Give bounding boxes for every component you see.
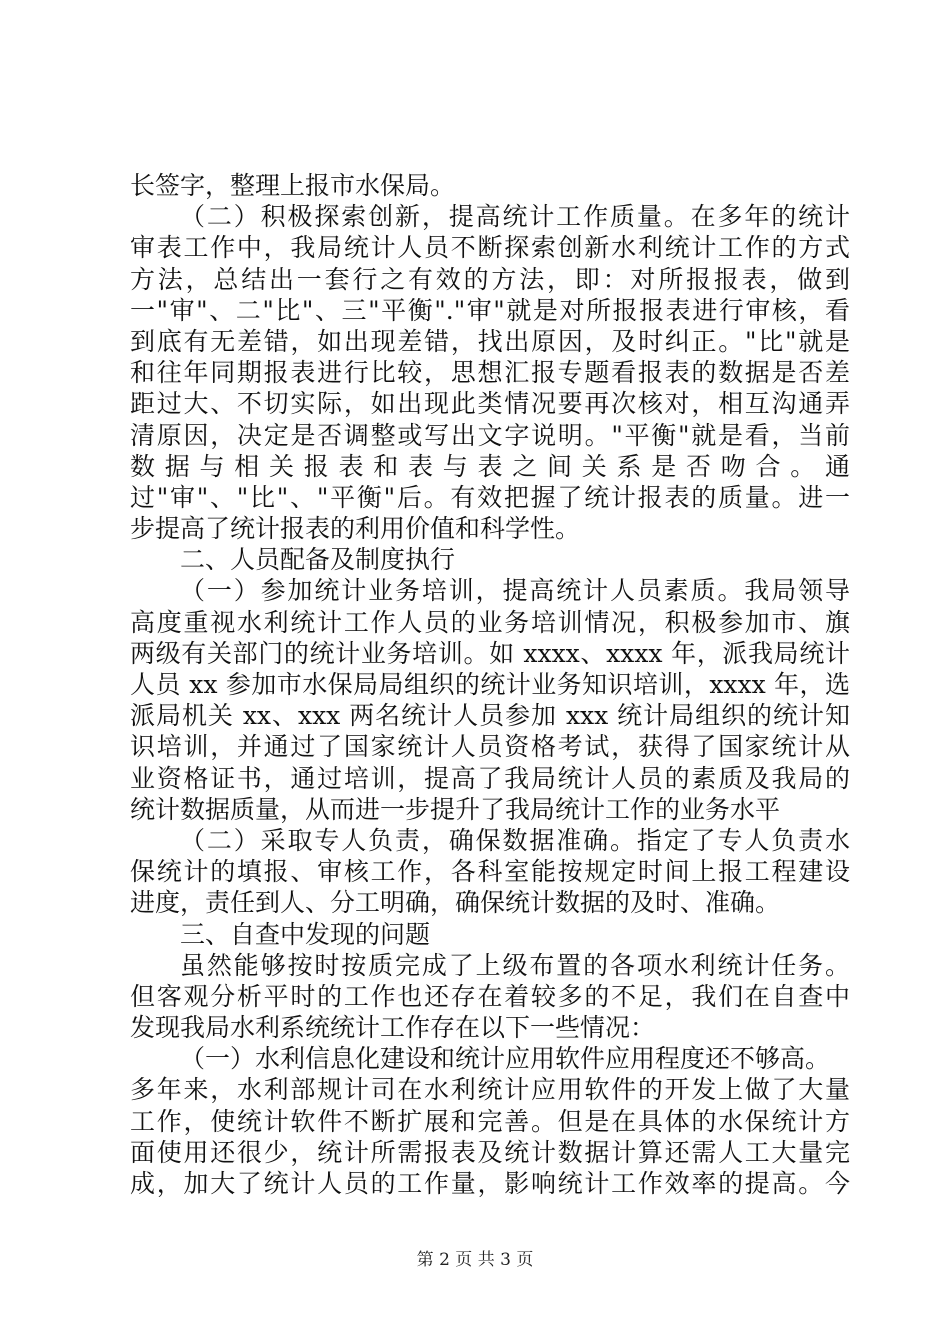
text-line: （二）积极探索创新，提高统计工作质量。在多年的统计 <box>180 202 850 232</box>
text-line: （一）水利信息化建设和统计应用软件应用程度还不够高。 <box>180 1044 831 1074</box>
text-line: 成，加大了统计人员的工作量，影响统计工作效率的提高。今 <box>130 1169 850 1198</box>
text-line: （一）参加统计业务培训，提高统计人员素质。我局领导 <box>180 576 850 606</box>
text-line: 虽然能够按时按质完成了上级布置的各项水利统计任务。 <box>180 950 850 980</box>
text-line: 二、人员配备及制度执行 <box>180 545 456 575</box>
paragraph <box>130 575 850 825</box>
text-line: 到底有无差错，如出现差错，找出原因，及时纠正。"比"就是 <box>130 326 850 356</box>
paragraph <box>130 201 850 544</box>
text-line: 长签字，整理上报市水保局。 <box>130 171 456 200</box>
page-footer: 第 2 页 共 3 页 <box>416 1250 534 1270</box>
text-line: 保统计的填报、审核工作，各科室能按规定时间上报工程建设 <box>130 857 850 887</box>
text-line: 两级有关部门的统计业务培训。如 xxxx、xxxx 年，派我局统计 <box>130 638 850 668</box>
text-line: 识培训，并通过了国家统计人员资格考试，获得了国家统计从 <box>130 732 850 762</box>
text-line: 审表工作中，我局统计人员不断探索创新水利统计工作的方式 <box>130 233 850 263</box>
text-line: 距过大、不切实际，如出现此类情况要再次核对，相互沟通弄 <box>130 389 850 419</box>
text-line: 过"审"、"比"、"平衡"后。有效把握了统计报表的质量。进一 <box>130 482 850 512</box>
text-line: 工作，使统计软件不断扩展和完善。但是在具体的水保统计方 <box>130 1106 850 1136</box>
text-line: 面使用还很少，统计所需报表及统计数据计算还需人工大量完 <box>130 1137 850 1167</box>
text-line: 多年来，水利部规计司在水利统计应用软件的开发上做了大量 <box>130 1075 850 1105</box>
paragraph <box>130 919 850 950</box>
paragraph <box>130 170 850 201</box>
text-line: 步提高了统计报表的利用价值和科学性。 <box>130 514 581 544</box>
text-line: 三、自查中发现的问题 <box>180 919 431 949</box>
text-line: （二）采取专人负责，确保数据准确。指定了专人负责水 <box>180 825 850 855</box>
text-line: 方法，总结出一套行之有效的方法，即：对所报报表，做到 <box>130 264 850 294</box>
text-line: 一"审"、二"比"、三"平衡"."审"就是对所报报表进行审核，看 <box>130 295 850 325</box>
paragraph <box>130 544 850 575</box>
text-line: 高度重视水利统计工作人员的业务培训情况，积极参加市、旗 <box>130 607 850 637</box>
document-body <box>130 170 850 1199</box>
text-line: 和往年同期报表进行比较，思想汇报专题看报表的数据是否差 <box>130 358 850 388</box>
text-line: 发现我局水利系统统计工作存在以下一些情况： <box>130 1013 656 1043</box>
text-line: 但客观分析平时的工作也还存在着较多的不足，我们在自查中 <box>130 981 850 1011</box>
text-line: 数据与相关报表和表与表之间关系是否吻合。通 <box>130 451 850 481</box>
text-line: 人员 xx 参加市水保局局组织的统计业务知识培训，xxxx 年，选 <box>130 670 850 699</box>
paragraph <box>130 950 850 1044</box>
text-line: 派局机关 xx、xxx 两名统计人员参加 xxx 统计局组织的统计知 <box>130 701 850 731</box>
text-line: 业资格证书，通过培训，提高了我局统计人员的素质及我局的 <box>130 763 850 793</box>
paragraph <box>130 825 850 919</box>
text-line: 进度，责任到人、分工明确，确保统计数据的及时、准确。 <box>130 888 781 918</box>
paragraph <box>130 1043 850 1199</box>
text-line: 清原因，决定是否调整或写出文字说明。"平衡"就是看，当前 <box>130 420 850 450</box>
text-line: 统计数据质量，从而进一步提升了我局统计工作的业务水平 <box>130 794 781 824</box>
